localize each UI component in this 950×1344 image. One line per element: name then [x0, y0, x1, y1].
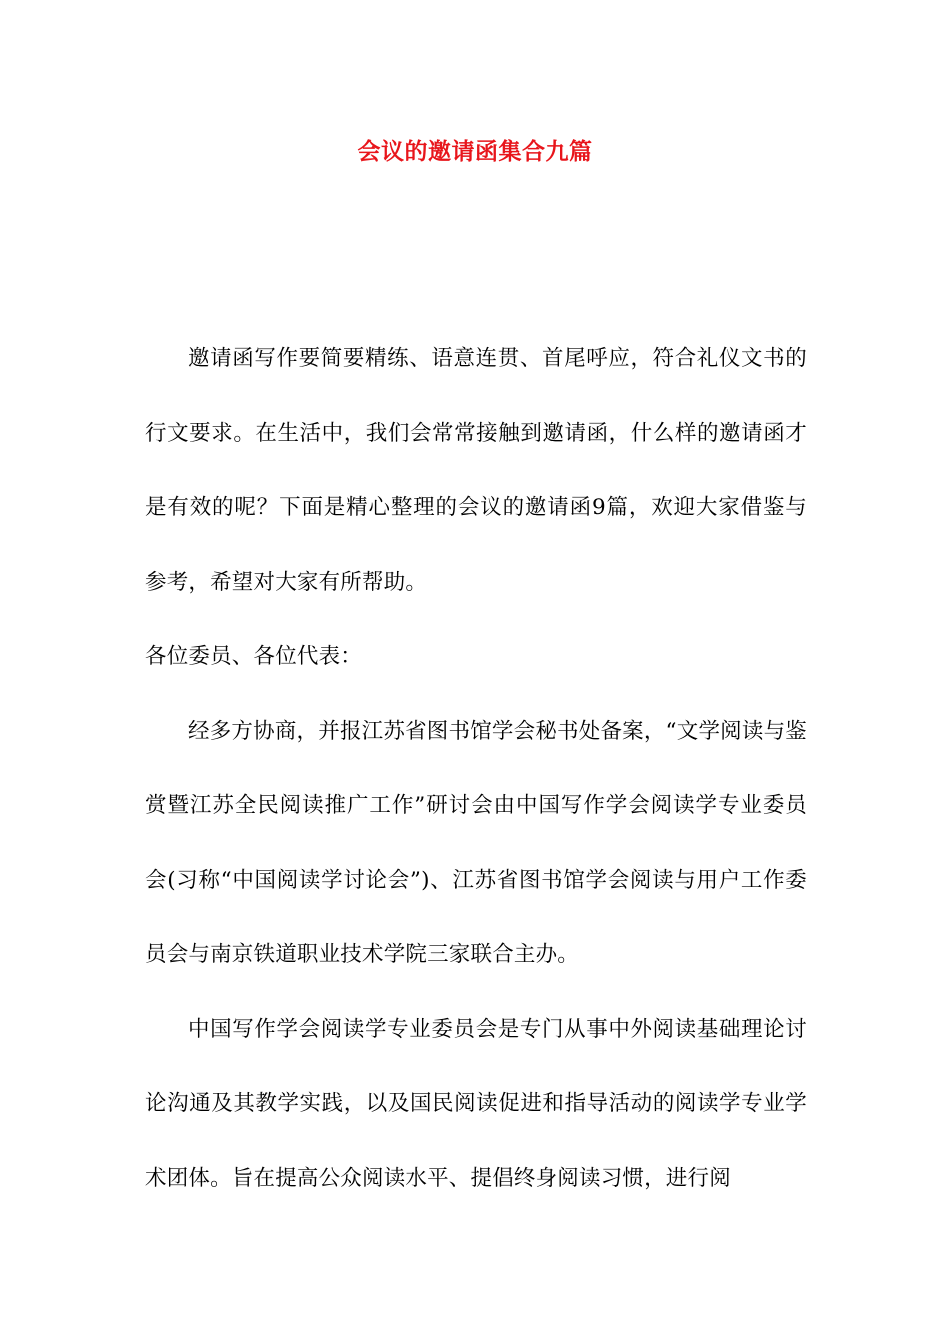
paragraph-intro: 邀请函写作要简要精练、语意连贯、首尾呼应，符合礼仪文书的行文要求。在生活中，我们会常常接触到邀请函，什么样的邀请函才是有效的呢？下面是精心整理的会议的邀请函9篇，欢迎大家借鉴与参考，希望对大家有所帮助。 [145, 346, 807, 595]
document-body [145, 322, 807, 1216]
paragraph-organization: 中国写作学会阅读学专业委员会是专门从事中外阅读基础理论讨论沟通及其教学实践，以及国民阅读促进和指导活动的阅读学专业学术团体。旨在提高公众阅读水平、提倡终身阅读习惯，进行阅 [145, 1016, 807, 1191]
paragraph-salutation: 各位委员、各位代表： [145, 644, 363, 669]
document-title: 会议的邀请函集合九篇 [357, 138, 593, 165]
paragraph-announcement: 经多方协商，并报江苏省图书馆学会秘书处备案，“文学阅读与鉴赏暨江苏全民阅读推广工作”研讨会由中国写作学会阅读学专业委员会(习称“中国阅读学讨论会”)、江苏省图书馆学会阅读与用户工作委员会与南京铁道职业技术学院三家联合主办。 [145, 718, 807, 967]
